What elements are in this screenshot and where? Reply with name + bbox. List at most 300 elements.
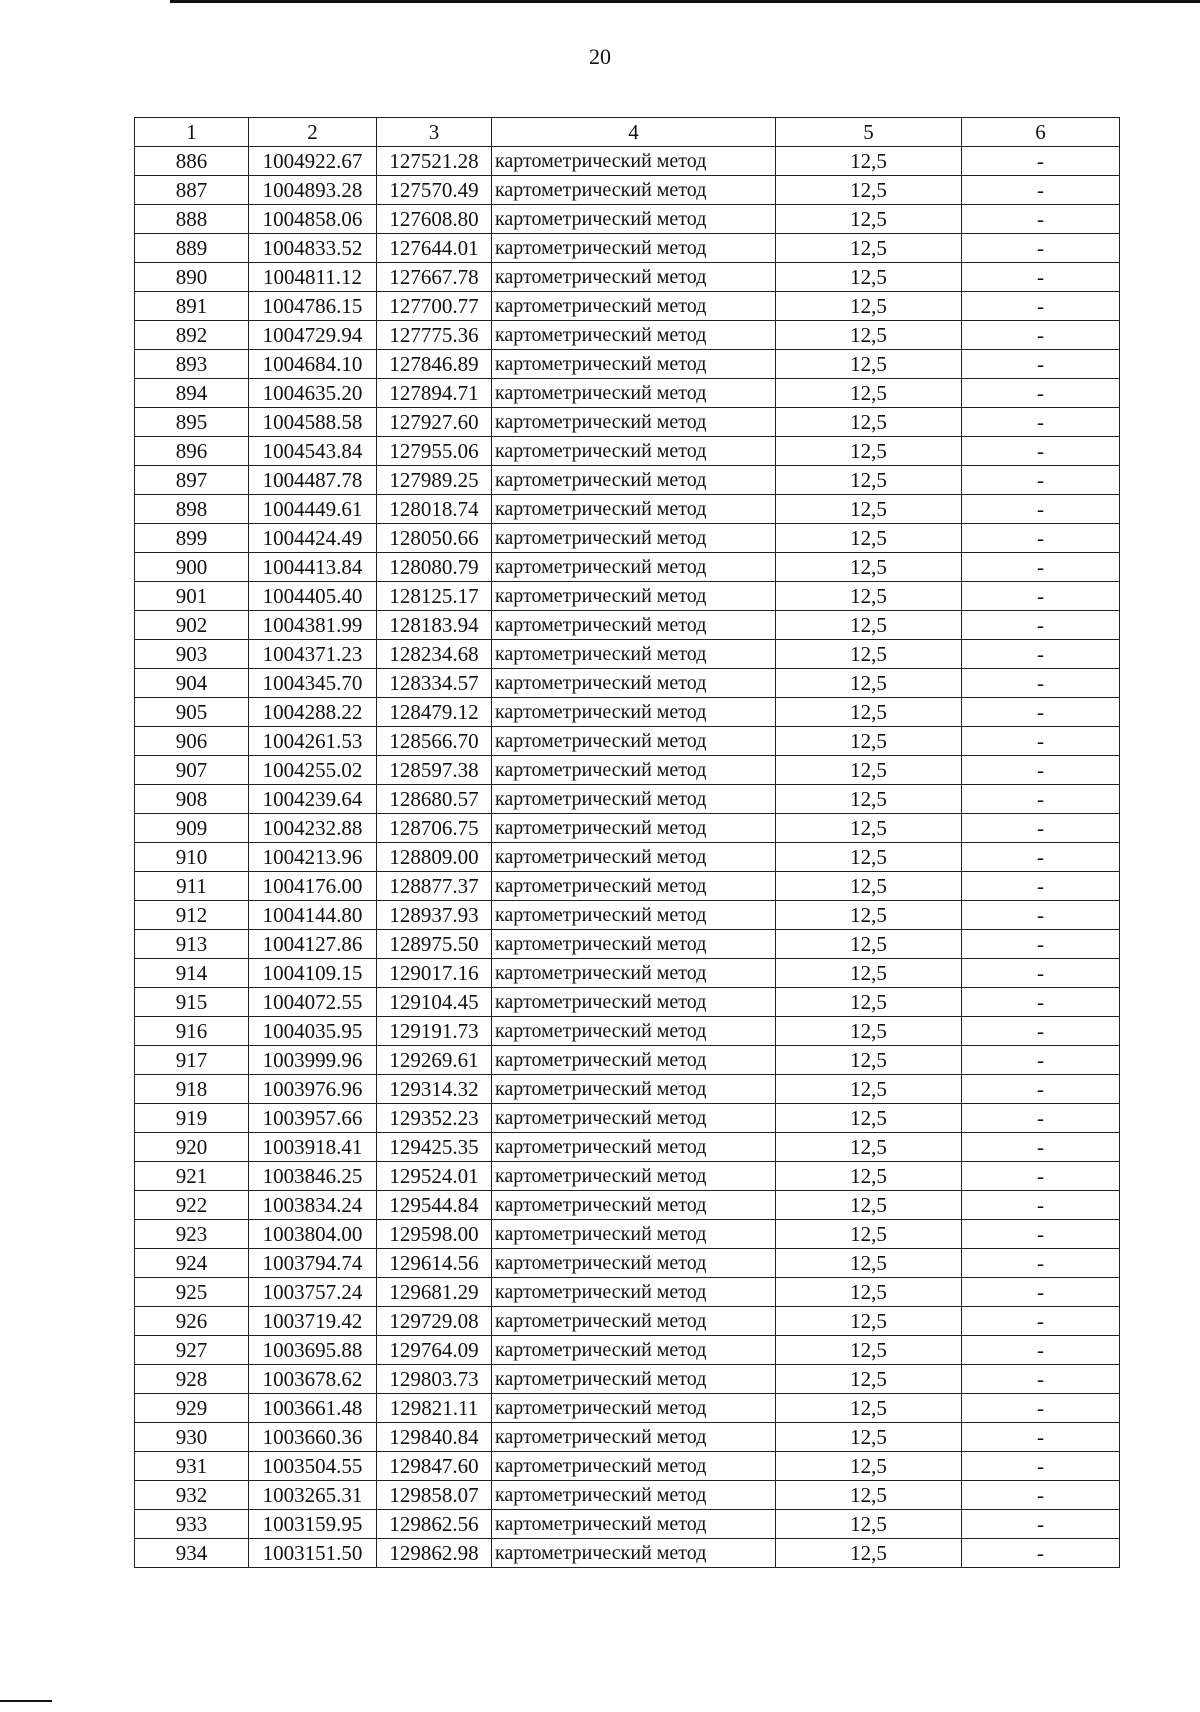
method-cell: картометрический метод xyxy=(492,872,776,901)
point-number-cell: 930 xyxy=(135,1423,249,1452)
note-cell: - xyxy=(962,1046,1120,1075)
note-cell: - xyxy=(962,1075,1120,1104)
y-coordinate-cell: 127989.25 xyxy=(377,466,492,495)
accuracy-cell: 12,5 xyxy=(776,959,962,988)
x-coordinate-cell: 1004144.80 xyxy=(249,901,377,930)
x-coordinate-cell: 1004232.88 xyxy=(249,814,377,843)
table-row xyxy=(135,959,1120,988)
method-cell: картометрический метод xyxy=(492,582,776,611)
point-number-cell: 887 xyxy=(135,176,249,205)
x-coordinate-cell: 1003976.96 xyxy=(249,1075,377,1104)
point-number-cell: 912 xyxy=(135,901,249,930)
y-coordinate-cell: 129425.35 xyxy=(377,1133,492,1162)
x-coordinate-cell: 1004127.86 xyxy=(249,930,377,959)
accuracy-cell: 12,5 xyxy=(776,872,962,901)
x-coordinate-cell: 1004381.99 xyxy=(249,611,377,640)
page-number: 20 xyxy=(589,44,611,69)
accuracy-cell: 12,5 xyxy=(776,205,962,234)
point-number-cell: 890 xyxy=(135,263,249,292)
method-cell: картометрический метод xyxy=(492,437,776,466)
y-coordinate-cell: 128975.50 xyxy=(377,930,492,959)
accuracy-cell: 12,5 xyxy=(776,901,962,930)
y-coordinate-cell: 128566.70 xyxy=(377,727,492,756)
table-row xyxy=(135,727,1120,756)
method-cell: картометрический метод xyxy=(492,1191,776,1220)
note-cell: - xyxy=(962,1278,1120,1307)
x-coordinate-cell: 1004729.94 xyxy=(249,321,377,350)
x-coordinate-cell: 1003660.36 xyxy=(249,1423,377,1452)
method-cell: картометрический метод xyxy=(492,292,776,321)
bottom-edge-mark xyxy=(0,1700,52,1702)
y-coordinate-cell: 127521.28 xyxy=(377,147,492,176)
point-number-cell: 904 xyxy=(135,669,249,698)
note-cell: - xyxy=(962,495,1120,524)
table-row xyxy=(135,1046,1120,1075)
table-row xyxy=(135,553,1120,582)
method-cell: картометрический метод xyxy=(492,321,776,350)
table-row xyxy=(135,1104,1120,1133)
accuracy-cell: 12,5 xyxy=(776,524,962,553)
point-number-cell: 929 xyxy=(135,1394,249,1423)
accuracy-cell: 12,5 xyxy=(776,1133,962,1162)
point-number-cell: 920 xyxy=(135,1133,249,1162)
point-number-cell: 901 xyxy=(135,582,249,611)
table-row xyxy=(135,321,1120,350)
point-number-cell: 916 xyxy=(135,1017,249,1046)
x-coordinate-cell: 1003757.24 xyxy=(249,1278,377,1307)
accuracy-cell: 12,5 xyxy=(776,1539,962,1568)
method-cell: картометрический метод xyxy=(492,524,776,553)
table-row xyxy=(135,379,1120,408)
point-number-cell: 889 xyxy=(135,234,249,263)
x-coordinate-cell: 1004893.28 xyxy=(249,176,377,205)
x-coordinate-cell: 1003794.74 xyxy=(249,1249,377,1278)
point-number-cell: 905 xyxy=(135,698,249,727)
note-cell: - xyxy=(962,872,1120,901)
note-cell: - xyxy=(962,1423,1120,1452)
accuracy-cell: 12,5 xyxy=(776,1307,962,1336)
y-coordinate-cell: 128334.57 xyxy=(377,669,492,698)
accuracy-cell: 12,5 xyxy=(776,147,962,176)
point-number-cell: 891 xyxy=(135,292,249,321)
method-cell: картометрический метод xyxy=(492,147,776,176)
x-coordinate-cell: 1003804.00 xyxy=(249,1220,377,1249)
note-cell: - xyxy=(962,930,1120,959)
table-row xyxy=(135,1365,1120,1394)
table-row xyxy=(135,756,1120,785)
x-coordinate-cell: 1003846.25 xyxy=(249,1162,377,1191)
note-cell: - xyxy=(962,1162,1120,1191)
point-number-cell: 906 xyxy=(135,727,249,756)
point-number-cell: 894 xyxy=(135,379,249,408)
accuracy-cell: 12,5 xyxy=(776,698,962,727)
table-row xyxy=(135,901,1120,930)
table-row xyxy=(135,437,1120,466)
x-coordinate-cell: 1003151.50 xyxy=(249,1539,377,1568)
x-coordinate-cell: 1004811.12 xyxy=(249,263,377,292)
y-coordinate-cell: 128809.00 xyxy=(377,843,492,872)
point-number-cell: 896 xyxy=(135,437,249,466)
point-number-cell: 917 xyxy=(135,1046,249,1075)
x-coordinate-cell: 1003695.88 xyxy=(249,1336,377,1365)
point-number-cell: 928 xyxy=(135,1365,249,1394)
table-row xyxy=(135,524,1120,553)
y-coordinate-cell: 129681.29 xyxy=(377,1278,492,1307)
accuracy-cell: 12,5 xyxy=(776,1104,962,1133)
accuracy-cell: 12,5 xyxy=(776,176,962,205)
method-cell: картометрический метод xyxy=(492,698,776,727)
x-coordinate-cell: 1004684.10 xyxy=(249,350,377,379)
note-cell: - xyxy=(962,234,1120,263)
note-cell: - xyxy=(962,901,1120,930)
table-row xyxy=(135,698,1120,727)
table-row xyxy=(135,263,1120,292)
y-coordinate-cell: 129847.60 xyxy=(377,1452,492,1481)
y-coordinate-cell: 128877.37 xyxy=(377,872,492,901)
accuracy-cell: 12,5 xyxy=(776,495,962,524)
table-row xyxy=(135,205,1120,234)
method-cell: картометрический метод xyxy=(492,785,776,814)
point-number-cell: 910 xyxy=(135,843,249,872)
point-number-cell: 921 xyxy=(135,1162,249,1191)
method-cell: картометрический метод xyxy=(492,1510,776,1539)
accuracy-cell: 12,5 xyxy=(776,640,962,669)
accuracy-cell: 12,5 xyxy=(776,1046,962,1075)
point-number-cell: 888 xyxy=(135,205,249,234)
method-cell: картометрический метод xyxy=(492,1365,776,1394)
point-number-cell: 919 xyxy=(135,1104,249,1133)
table-row xyxy=(135,1191,1120,1220)
note-cell: - xyxy=(962,959,1120,988)
y-coordinate-cell: 129352.23 xyxy=(377,1104,492,1133)
accuracy-cell: 12,5 xyxy=(776,1423,962,1452)
table-row xyxy=(135,1394,1120,1423)
note-cell: - xyxy=(962,843,1120,872)
accuracy-cell: 12,5 xyxy=(776,669,962,698)
table-row xyxy=(135,930,1120,959)
header-col-3: 3 xyxy=(377,118,492,147)
x-coordinate-cell: 1003719.42 xyxy=(249,1307,377,1336)
y-coordinate-cell: 127700.77 xyxy=(377,292,492,321)
accuracy-cell: 12,5 xyxy=(776,1017,962,1046)
x-coordinate-cell: 1004371.23 xyxy=(249,640,377,669)
note-cell: - xyxy=(962,1191,1120,1220)
table-row xyxy=(135,466,1120,495)
point-number-cell: 886 xyxy=(135,147,249,176)
method-cell: картометрический метод xyxy=(492,988,776,1017)
method-cell: картометрический метод xyxy=(492,930,776,959)
x-coordinate-cell: 1003678.62 xyxy=(249,1365,377,1394)
x-coordinate-cell: 1004487.78 xyxy=(249,466,377,495)
table-row xyxy=(135,1075,1120,1104)
note-cell: - xyxy=(962,1336,1120,1365)
accuracy-cell: 12,5 xyxy=(776,1278,962,1307)
note-cell: - xyxy=(962,785,1120,814)
top-rule xyxy=(170,0,1200,3)
accuracy-cell: 12,5 xyxy=(776,1510,962,1539)
y-coordinate-cell: 128183.94 xyxy=(377,611,492,640)
note-cell: - xyxy=(962,1133,1120,1162)
accuracy-cell: 12,5 xyxy=(776,234,962,263)
y-coordinate-cell: 127775.36 xyxy=(377,321,492,350)
method-cell: картометрический метод xyxy=(492,640,776,669)
point-number-cell: 927 xyxy=(135,1336,249,1365)
y-coordinate-cell: 129269.61 xyxy=(377,1046,492,1075)
method-cell: картометрический метод xyxy=(492,843,776,872)
x-coordinate-cell: 1004109.15 xyxy=(249,959,377,988)
accuracy-cell: 12,5 xyxy=(776,1365,962,1394)
header-col-6: 6 xyxy=(962,118,1120,147)
x-coordinate-cell: 1004922.67 xyxy=(249,147,377,176)
x-coordinate-cell: 1004405.40 xyxy=(249,582,377,611)
accuracy-cell: 12,5 xyxy=(776,1220,962,1249)
accuracy-cell: 12,5 xyxy=(776,437,962,466)
table-row xyxy=(135,1017,1120,1046)
accuracy-cell: 12,5 xyxy=(776,292,962,321)
x-coordinate-cell: 1004035.95 xyxy=(249,1017,377,1046)
method-cell: картометрический метод xyxy=(492,1539,776,1568)
table-row xyxy=(135,1249,1120,1278)
table-row xyxy=(135,1162,1120,1191)
table-row xyxy=(135,1481,1120,1510)
accuracy-cell: 12,5 xyxy=(776,611,962,640)
note-cell: - xyxy=(962,147,1120,176)
y-coordinate-cell: 129764.09 xyxy=(377,1336,492,1365)
accuracy-cell: 12,5 xyxy=(776,1162,962,1191)
method-cell: картометрический метод xyxy=(492,1481,776,1510)
y-coordinate-cell: 128479.12 xyxy=(377,698,492,727)
method-cell: картометрический метод xyxy=(492,669,776,698)
note-cell: - xyxy=(962,350,1120,379)
x-coordinate-cell: 1004635.20 xyxy=(249,379,377,408)
table-row xyxy=(135,1220,1120,1249)
point-number-cell: 899 xyxy=(135,524,249,553)
coordinates-table xyxy=(134,117,1120,1568)
accuracy-cell: 12,5 xyxy=(776,1336,962,1365)
table-row xyxy=(135,785,1120,814)
note-cell: - xyxy=(962,437,1120,466)
note-cell: - xyxy=(962,756,1120,785)
point-number-cell: 931 xyxy=(135,1452,249,1481)
method-cell: картометрический метод xyxy=(492,466,776,495)
table-row xyxy=(135,1510,1120,1539)
note-cell: - xyxy=(962,205,1120,234)
accuracy-cell: 12,5 xyxy=(776,785,962,814)
x-coordinate-cell: 1003918.41 xyxy=(249,1133,377,1162)
method-cell: картометрический метод xyxy=(492,1104,776,1133)
table-row xyxy=(135,1336,1120,1365)
point-number-cell: 908 xyxy=(135,785,249,814)
x-coordinate-cell: 1004833.52 xyxy=(249,234,377,263)
accuracy-cell: 12,5 xyxy=(776,1075,962,1104)
accuracy-cell: 12,5 xyxy=(776,1394,962,1423)
table-row xyxy=(135,1133,1120,1162)
method-cell: картометрический метод xyxy=(492,553,776,582)
note-cell: - xyxy=(962,466,1120,495)
point-number-cell: 932 xyxy=(135,1481,249,1510)
x-coordinate-cell: 1004261.53 xyxy=(249,727,377,756)
y-coordinate-cell: 128597.38 xyxy=(377,756,492,785)
y-coordinate-cell: 127846.89 xyxy=(377,350,492,379)
method-cell: картометрический метод xyxy=(492,495,776,524)
method-cell: картометрический метод xyxy=(492,1017,776,1046)
method-cell: картометрический метод xyxy=(492,1133,776,1162)
note-cell: - xyxy=(962,321,1120,350)
note-cell: - xyxy=(962,669,1120,698)
y-coordinate-cell: 128050.66 xyxy=(377,524,492,553)
y-coordinate-cell: 127644.01 xyxy=(377,234,492,263)
method-cell: картометрический метод xyxy=(492,1046,776,1075)
method-cell: картометрический метод xyxy=(492,901,776,930)
x-coordinate-cell: 1004786.15 xyxy=(249,292,377,321)
accuracy-cell: 12,5 xyxy=(776,379,962,408)
table-row xyxy=(135,611,1120,640)
note-cell: - xyxy=(962,1104,1120,1133)
method-cell: картометрический метод xyxy=(492,1162,776,1191)
note-cell: - xyxy=(962,640,1120,669)
point-number-cell: 934 xyxy=(135,1539,249,1568)
table-header-row xyxy=(135,118,1120,147)
method-cell: картометрический метод xyxy=(492,350,776,379)
note-cell: - xyxy=(962,292,1120,321)
y-coordinate-cell: 127894.71 xyxy=(377,379,492,408)
y-coordinate-cell: 129598.00 xyxy=(377,1220,492,1249)
y-coordinate-cell: 129840.84 xyxy=(377,1423,492,1452)
method-cell: картометрический метод xyxy=(492,234,776,263)
y-coordinate-cell: 128018.74 xyxy=(377,495,492,524)
note-cell: - xyxy=(962,1452,1120,1481)
note-cell: - xyxy=(962,727,1120,756)
table-row xyxy=(135,495,1120,524)
table-row xyxy=(135,147,1120,176)
x-coordinate-cell: 1004288.22 xyxy=(249,698,377,727)
note-cell: - xyxy=(962,1539,1120,1568)
y-coordinate-cell: 127667.78 xyxy=(377,263,492,292)
table-row xyxy=(135,872,1120,901)
point-number-cell: 893 xyxy=(135,350,249,379)
note-cell: - xyxy=(962,408,1120,437)
y-coordinate-cell: 128234.68 xyxy=(377,640,492,669)
table-row xyxy=(135,1539,1120,1568)
accuracy-cell: 12,5 xyxy=(776,582,962,611)
note-cell: - xyxy=(962,1394,1120,1423)
y-coordinate-cell: 128125.17 xyxy=(377,582,492,611)
method-cell: картометрический метод xyxy=(492,1075,776,1104)
x-coordinate-cell: 1004588.58 xyxy=(249,408,377,437)
method-cell: картометрический метод xyxy=(492,1220,776,1249)
y-coordinate-cell: 129729.08 xyxy=(377,1307,492,1336)
x-coordinate-cell: 1003265.31 xyxy=(249,1481,377,1510)
table-row xyxy=(135,1278,1120,1307)
method-cell: картометрический метод xyxy=(492,1423,776,1452)
accuracy-cell: 12,5 xyxy=(776,727,962,756)
table-row xyxy=(135,1307,1120,1336)
point-number-cell: 933 xyxy=(135,1510,249,1539)
method-cell: картометрический метод xyxy=(492,408,776,437)
point-number-cell: 926 xyxy=(135,1307,249,1336)
y-coordinate-cell: 127955.06 xyxy=(377,437,492,466)
x-coordinate-cell: 1004449.61 xyxy=(249,495,377,524)
y-coordinate-cell: 129614.56 xyxy=(377,1249,492,1278)
x-coordinate-cell: 1004424.49 xyxy=(249,524,377,553)
x-coordinate-cell: 1004858.06 xyxy=(249,205,377,234)
note-cell: - xyxy=(962,1481,1120,1510)
accuracy-cell: 12,5 xyxy=(776,466,962,495)
point-number-cell: 902 xyxy=(135,611,249,640)
table-row xyxy=(135,176,1120,205)
x-coordinate-cell: 1004413.84 xyxy=(249,553,377,582)
y-coordinate-cell: 128080.79 xyxy=(377,553,492,582)
method-cell: картометрический метод xyxy=(492,1452,776,1481)
y-coordinate-cell: 129017.16 xyxy=(377,959,492,988)
y-coordinate-cell: 128680.57 xyxy=(377,785,492,814)
accuracy-cell: 12,5 xyxy=(776,263,962,292)
method-cell: картометрический метод xyxy=(492,727,776,756)
x-coordinate-cell: 1003504.55 xyxy=(249,1452,377,1481)
note-cell: - xyxy=(962,1365,1120,1394)
accuracy-cell: 12,5 xyxy=(776,553,962,582)
note-cell: - xyxy=(962,814,1120,843)
point-number-cell: 909 xyxy=(135,814,249,843)
x-coordinate-cell: 1004072.55 xyxy=(249,988,377,1017)
point-number-cell: 898 xyxy=(135,495,249,524)
table-row xyxy=(135,582,1120,611)
header-col-1: 1 xyxy=(135,118,249,147)
table-row xyxy=(135,814,1120,843)
method-cell: картометрический метод xyxy=(492,814,776,843)
method-cell: картометрический метод xyxy=(492,263,776,292)
table-row xyxy=(135,988,1120,1017)
note-cell: - xyxy=(962,988,1120,1017)
note-cell: - xyxy=(962,1510,1120,1539)
y-coordinate-cell: 129862.56 xyxy=(377,1510,492,1539)
table-row xyxy=(135,843,1120,872)
method-cell: картометрический метод xyxy=(492,1278,776,1307)
note-cell: - xyxy=(962,698,1120,727)
note-cell: - xyxy=(962,553,1120,582)
y-coordinate-cell: 129191.73 xyxy=(377,1017,492,1046)
point-number-cell: 892 xyxy=(135,321,249,350)
accuracy-cell: 12,5 xyxy=(776,843,962,872)
header-col-4: 4 xyxy=(492,118,776,147)
table-row xyxy=(135,234,1120,263)
method-cell: картометрический метод xyxy=(492,379,776,408)
table-row xyxy=(135,1423,1120,1452)
y-coordinate-cell: 129858.07 xyxy=(377,1481,492,1510)
table-row xyxy=(135,1452,1120,1481)
point-number-cell: 922 xyxy=(135,1191,249,1220)
y-coordinate-cell: 129821.11 xyxy=(377,1394,492,1423)
y-coordinate-cell: 129803.73 xyxy=(377,1365,492,1394)
accuracy-cell: 12,5 xyxy=(776,930,962,959)
x-coordinate-cell: 1003159.95 xyxy=(249,1510,377,1539)
accuracy-cell: 12,5 xyxy=(776,1481,962,1510)
y-coordinate-cell: 127608.80 xyxy=(377,205,492,234)
accuracy-cell: 12,5 xyxy=(776,321,962,350)
y-coordinate-cell: 129314.32 xyxy=(377,1075,492,1104)
point-number-cell: 925 xyxy=(135,1278,249,1307)
note-cell: - xyxy=(962,611,1120,640)
header-col-2: 2 xyxy=(249,118,377,147)
y-coordinate-cell: 129544.84 xyxy=(377,1191,492,1220)
method-cell: картометрический метод xyxy=(492,1249,776,1278)
note-cell: - xyxy=(962,1220,1120,1249)
point-number-cell: 924 xyxy=(135,1249,249,1278)
point-number-cell: 913 xyxy=(135,930,249,959)
method-cell: картометрический метод xyxy=(492,959,776,988)
x-coordinate-cell: 1003999.96 xyxy=(249,1046,377,1075)
method-cell: картометрический метод xyxy=(492,1336,776,1365)
